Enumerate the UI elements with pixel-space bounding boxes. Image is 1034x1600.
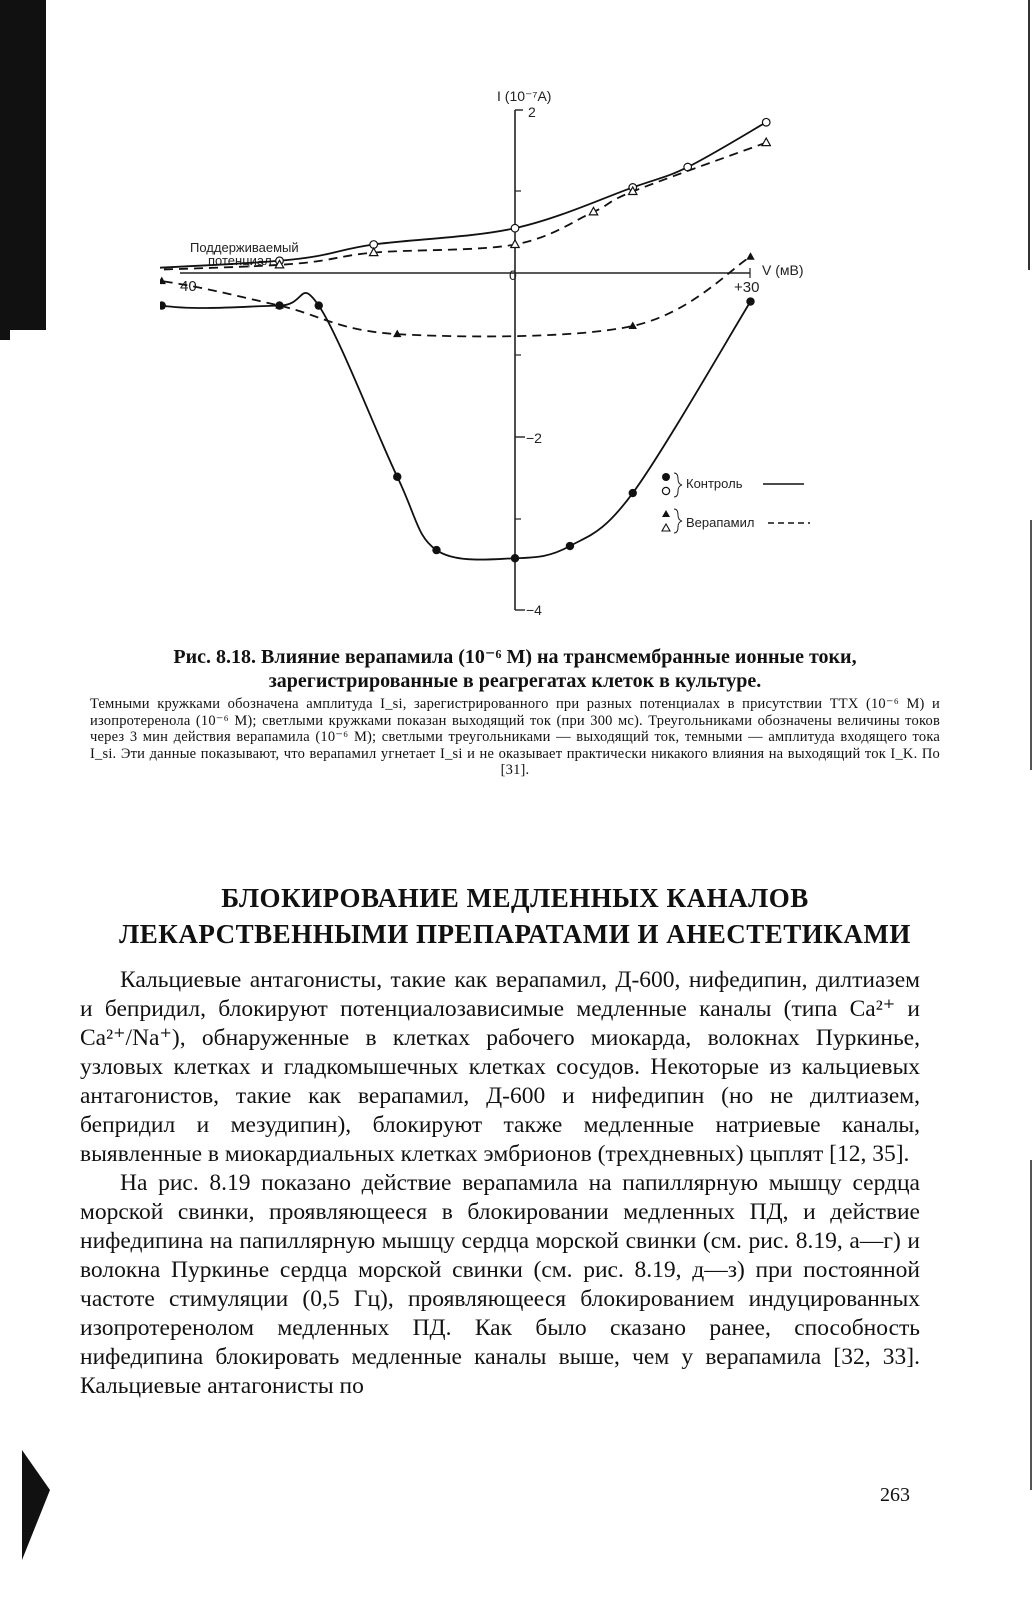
series-2-point-4 (393, 473, 401, 481)
scan-shadow-left-lower (0, 280, 10, 340)
series-2-point-7 (566, 542, 574, 550)
legend-control-label: Контроль (686, 476, 743, 491)
holding-potential-label-2: потенциал (208, 253, 272, 268)
page-number: 263 (880, 1484, 910, 1506)
y-tick-label-minus-4: −4 (526, 602, 542, 618)
series-2-point-3 (315, 301, 323, 309)
series-3-point-1 (160, 277, 166, 285)
x-tick-label-left: 40 (180, 278, 197, 295)
legend (662, 473, 810, 533)
y-axis-label: I (10⁻⁷A) (497, 88, 552, 104)
x-tick-label-right: +30 (734, 279, 760, 296)
section-heading-line-1: БЛОКИРОВАНИЕ МЕДЛЕННЫХ КАНАЛОВ (221, 883, 809, 913)
scan-shadow-bottom (22, 1450, 78, 1560)
series-2-point-9 (746, 297, 754, 305)
body-text (80, 966, 920, 1401)
y-tick-label-2: 2 (528, 104, 536, 120)
legend-filled-circle-marker (662, 473, 670, 481)
series-0-point-3 (511, 224, 519, 232)
section-heading (60, 880, 970, 952)
series-1-point-6 (762, 138, 770, 146)
figure-caption-text: Темными кружками обозначена амплитуда I_si, зарегистрированного при разных потенциалах в присутствии ТТХ (10⁻⁶ М) и изопротеренола (10⁻⁶ М); светлыми кружками показан выходящий ток (при 300 мс). Треугольниками обозначены величины токов через 3 мин действия верапамила (10⁻⁶ М); светлыми треугольниками — выходящий ток, темными — амплитуда входящего тока I_si. Эти данные показывают, что верапамил угнетает I_si и не оказывает практически никакого влияния на выходящий ток I_K. По [31]. (90, 696, 940, 778)
series-2-point-5 (432, 546, 440, 554)
series-2-point-8 (629, 489, 637, 497)
legend-verapamil-label: Верапамил (686, 515, 755, 530)
figure-8-18 (160, 85, 860, 645)
series-layer (160, 118, 770, 562)
section-heading-line-2: ЛЕКАРСТВЕННЫМИ ПРЕПАРАТАМИ И АНЕСТЕТИКАМИ (119, 919, 911, 949)
legend-open-circle-marker (662, 487, 669, 494)
iv-chart (160, 85, 860, 645)
series-1-point-3 (511, 240, 519, 248)
series-0-point-6 (762, 118, 770, 126)
x-axis-label: V (мВ) (762, 262, 804, 278)
series-line-2 (160, 273, 751, 560)
series-2-point-6 (511, 554, 519, 562)
series-3-point-5 (746, 252, 754, 260)
paragraph-1: Кальциевые антагонисты, такие как верапамил, Д-600, нифедипин, дилтиазем и бепридил, блокируют потенциалозависимые медленные каналы (типа Ca²⁺ и Ca²⁺/Na⁺), обнаруженные в клетках рабочего миокарда, волокнах Пуркинье, узловых клетках и гладкомышечных клетках сосудов. Некоторые из кальциевых антагонистов, такие как верапамил, Д-600 и нифедипин (но не дилтиазем, бепридил и мезудипин), блокируют также медленные натриевые каналы, выявленные в миокардиальных клетках эмбрионов (трехдневных) цыплят [12, 35]. (80, 967, 920, 1167)
paragraph-2: На рис. 8.19 показано действие верапамила на папиллярную мышцу сердца морской свинки, проявляющееся в блокировании медленных ПД, и действие нифедипина на папиллярную мышцу сердца морской свинки (см. рис. 8.19, а—г) и волокна Пуркинье сердца морской свинки (см. рис. 8.19, д—з) при постоянной частоте стимуляции (0,5 Гц), проявляющееся блокированием индуцированных изопротеренолом медленных ПД. Как было сказано ранее, способность нифедипина блокировать медленные каналы выше, чем у верапамила [32, 33]. Кальциевые антагонисты по (80, 1170, 920, 1399)
figure-caption-title: Рис. 8.18. Влияние верапамила (10⁻⁶ М) на трансмембранные ионные токи, зарегистрированные в реагрегатах клеток в культуре. (173, 646, 857, 692)
y-tick-label-minus-2: −2 (526, 430, 542, 446)
x-tick-label-zero: 0 (509, 267, 517, 283)
holding-potential-label: Поддерживаемый (190, 240, 299, 255)
series-3-point-3 (393, 330, 401, 338)
legend-filled-triangle-marker (662, 510, 670, 517)
scan-edge-right (1018, 0, 1034, 1600)
legend-brace-verapamil (674, 509, 682, 533)
series-3-point-4 (629, 321, 637, 329)
series-line-3 (160, 257, 751, 337)
series-2-point-1 (160, 301, 166, 309)
legend-open-triangle-marker (662, 524, 670, 531)
legend-brace-control (674, 473, 682, 497)
